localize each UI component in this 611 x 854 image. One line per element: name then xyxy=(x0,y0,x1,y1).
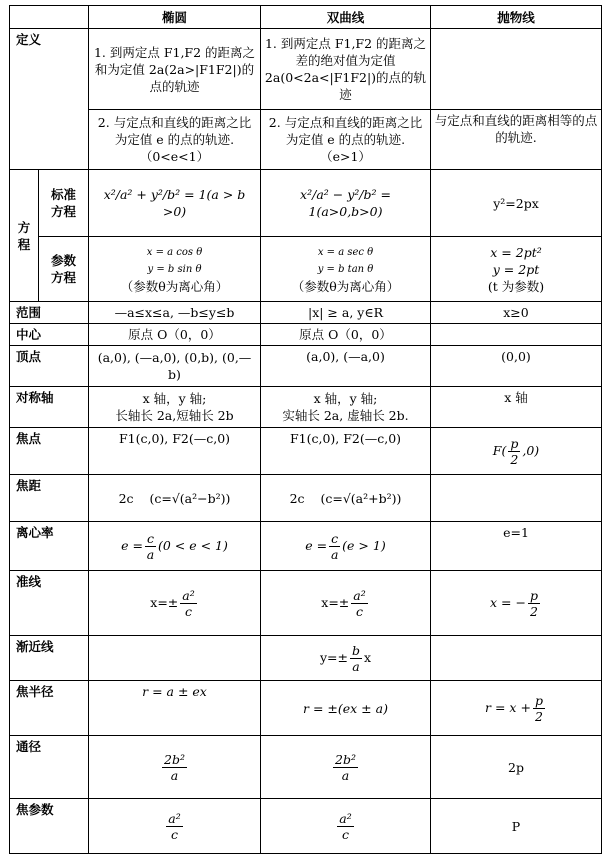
hyperbola-latus-fraction xyxy=(333,752,358,783)
header-hyperbola: 双曲线 xyxy=(261,6,431,29)
hyperbola-e-pre: e = xyxy=(305,537,328,553)
param-label-a: 参数 xyxy=(50,253,76,268)
ellipse-latus-den: a xyxy=(170,767,179,783)
parametric-equation-row xyxy=(10,237,602,302)
parabola-focal-radius xyxy=(431,681,602,736)
range-label: 范围 xyxy=(10,302,89,324)
hyperbola-param-den: c xyxy=(341,826,349,842)
hyperbola-latus-num: 2b² xyxy=(335,751,356,767)
conic-sections-table xyxy=(9,5,602,854)
hyperbola-focal-radius: r = ±(ex ± a) xyxy=(261,681,431,736)
latus-rectum-label: 通径 xyxy=(10,736,89,799)
ellipse-e-num: c xyxy=(146,530,154,546)
ellipse-e-den: a xyxy=(146,546,155,562)
center-label: 中心 xyxy=(10,324,89,346)
parabola-focus-fraction xyxy=(508,436,520,467)
hyperbola-param-note: （参数θ为离心角） xyxy=(291,278,400,294)
asymptote-label: 渐近线 xyxy=(10,636,89,681)
focal-radius-label: 焦半径 xyxy=(10,681,89,736)
ellipse-vertex: (a,0), (—a,0), (0,b), (0,—b) xyxy=(89,346,261,387)
ellipse-range: —a≤x≤a, —b≤y≤b xyxy=(89,302,261,324)
eccentricity-row xyxy=(10,522,602,571)
hyperbola-focal-distance xyxy=(261,475,431,522)
hyperbola-e-num: c xyxy=(331,530,339,546)
standard-label-b: 方程 xyxy=(50,204,76,219)
focal-distance-label: 焦距 xyxy=(10,475,89,522)
hyperbola-definition-2: 2. 与定点和直线的距离之比为定值 e 的点的轨迹.（e>1） xyxy=(261,110,431,170)
vertex-row xyxy=(10,346,602,387)
axis-label: 对称轴 xyxy=(10,387,89,428)
hyperbola-axis-2: 实轴长 2a, 虚轴长 2b. xyxy=(282,408,409,423)
hyperbola-standard-equation: x²/a² − y²/b² = 1(a>0,b>0) xyxy=(261,170,431,237)
ellipse-focal-parameter xyxy=(89,799,261,854)
parabola-focal-distance xyxy=(431,475,602,522)
parabola-param-x: x = 2pt² xyxy=(490,244,542,260)
ellipse-param-x: x = a cos θ xyxy=(146,246,203,258)
focus-label: 焦点 xyxy=(10,428,89,475)
parabola-focus-post: ,0) xyxy=(522,442,540,458)
parabola-axis: x 轴 xyxy=(431,387,602,428)
ellipse-param-den: c xyxy=(170,826,178,842)
hyperbola-directrix-fraction xyxy=(351,588,367,619)
equation-label xyxy=(10,170,39,302)
parabola-focus-den: 2 xyxy=(510,451,519,467)
hyperbola-center: 原点 O（0，0） xyxy=(261,324,431,346)
asymptote-den: a xyxy=(352,658,360,674)
ellipse-asymptote xyxy=(89,636,261,681)
definition-row-1 xyxy=(10,29,602,110)
directrix-row xyxy=(10,571,602,636)
definition-label: 定义 xyxy=(10,29,89,170)
ellipse-param-y: y = b sin θ xyxy=(147,263,202,275)
ellipse-focal-distance-b: (c=√(a²−b²)) xyxy=(149,490,231,506)
ellipse-focal-radius: r = a ± ex xyxy=(89,681,261,736)
parabola-radius-fraction xyxy=(533,693,545,724)
parabola-vertex: (0,0) xyxy=(431,346,602,387)
ellipse-standard-equation: x²/a² + y²/b² = 1(a > b >0) xyxy=(89,170,261,237)
focal-parameter-row xyxy=(10,799,602,854)
parabola-radius-num: p xyxy=(534,692,543,708)
ellipse-e-pre: e = xyxy=(121,537,143,553)
header-parabola: 抛物线 xyxy=(431,6,602,29)
parabola-asymptote xyxy=(431,636,602,681)
standard-equation-label xyxy=(39,170,89,237)
ellipse-latus-num: 2b² xyxy=(164,751,185,767)
standard-label-a: 标准 xyxy=(50,187,76,202)
parabola-radius-den: 2 xyxy=(534,708,543,724)
asymptote-post: x xyxy=(363,649,372,665)
parabola-param-note: (t 为参数) xyxy=(487,278,545,294)
standard-equation-row xyxy=(10,170,602,237)
hyperbola-param-x: x = a sec θ xyxy=(317,246,374,258)
header-ellipse: 椭圆 xyxy=(89,6,261,29)
parabola-focal-parameter: P xyxy=(431,799,602,854)
parabola-range: x≥0 xyxy=(431,302,602,324)
ellipse-e-post: (0 < e < 1) xyxy=(157,537,228,553)
hyperbola-directrix-pre: x=± xyxy=(321,594,350,610)
hyperbola-focal-distance-a: 2c xyxy=(289,490,305,506)
parabola-definition-2: 与定点和直线的距离相等的点的轨迹. xyxy=(431,110,602,170)
ellipse-latus-fraction xyxy=(162,752,187,783)
hyperbola-focal-parameter xyxy=(261,799,431,854)
hyperbola-param-fraction xyxy=(337,811,353,842)
hyperbola-e-fraction xyxy=(329,531,340,562)
ellipse-param-note: （参数θ为离心角） xyxy=(120,278,229,294)
equation-label-b: 程 xyxy=(17,236,31,252)
parabola-directrix-den: 2 xyxy=(530,603,538,619)
hyperbola-e-den: a xyxy=(330,546,339,562)
parabola-focus-pre: F( xyxy=(492,442,507,458)
hyperbola-range: |x| ≥ a, y∈R xyxy=(261,302,431,324)
parabola-radius-pre: r = x + xyxy=(485,699,531,715)
hyperbola-axis-1: x 轴，y 轴; xyxy=(313,391,378,406)
hyperbola-e-post: (e > 1) xyxy=(342,537,386,553)
parabola-parametric-equation xyxy=(431,237,602,302)
ellipse-axis-1: x 轴，y 轴; xyxy=(142,391,207,406)
hyperbola-directrix xyxy=(261,571,431,636)
focus-row xyxy=(10,428,602,475)
asymptote-pre: y=± xyxy=(319,649,348,665)
hyperbola-asymptote xyxy=(261,636,431,681)
ellipse-focal-distance xyxy=(89,475,261,522)
ellipse-definition-1: 1. 到两定点 F1,F2 的距离之和为定值 2a(2a>|F1F2|)的点的轨迹 xyxy=(89,29,261,110)
ellipse-param-fraction xyxy=(166,811,182,842)
directrix-label: 准线 xyxy=(10,571,89,636)
parabola-focus-num: p xyxy=(510,435,519,451)
asymptote-num: b xyxy=(351,642,360,658)
hyperbola-param-y: y = b tan θ xyxy=(317,263,374,275)
latus-rectum-row xyxy=(10,736,602,799)
hyperbola-parametric-equation xyxy=(261,237,431,302)
hyperbola-focus: F1(c,0), F2(—c,0) xyxy=(261,428,431,475)
param-label-b: 方程 xyxy=(50,270,76,285)
asymptote-fraction xyxy=(350,643,362,674)
parabola-param-y: y = 2pt xyxy=(492,261,540,277)
ellipse-focus: F1(c,0), F2(—c,0) xyxy=(89,428,261,475)
hyperbola-directrix-den: c xyxy=(355,603,363,619)
ellipse-axis xyxy=(89,387,261,428)
hyperbola-latus-den: a xyxy=(341,767,350,783)
parabola-eccentricity: e=1 xyxy=(431,522,602,571)
hyperbola-directrix-num: a² xyxy=(353,587,366,603)
vertex-label: 顶点 xyxy=(10,346,89,387)
asymptote-row xyxy=(10,636,602,681)
ellipse-e-fraction xyxy=(145,531,156,562)
ellipse-definition-2: 2. 与定点和直线的距离之比为定值 e 的点的轨迹.（0<e<1） xyxy=(89,110,261,170)
parabola-standard-equation: y²=2px xyxy=(431,170,602,237)
focal-radius-row xyxy=(10,681,602,736)
focal-distance-row xyxy=(10,475,602,522)
ellipse-center: 原点 O（0，0） xyxy=(89,324,261,346)
axis-row xyxy=(10,387,602,428)
parabola-definition-1 xyxy=(431,29,602,110)
ellipse-focal-distance-a: 2c xyxy=(118,490,134,506)
parabola-directrix-pre: x = − xyxy=(490,594,526,610)
parabola-directrix-num: p xyxy=(529,587,538,603)
hyperbola-eccentricity xyxy=(261,522,431,571)
ellipse-directrix xyxy=(89,571,261,636)
header-row xyxy=(10,6,602,29)
ellipse-axis-2: 长轴长 2a,短轴长 2b xyxy=(115,408,234,423)
equation-label-a: 方 xyxy=(17,219,31,235)
parabola-center xyxy=(431,324,602,346)
parabola-directrix xyxy=(431,571,602,636)
parabola-directrix-fraction xyxy=(528,588,540,619)
ellipse-directrix-num: a² xyxy=(182,587,195,603)
ellipse-directrix-pre: x=± xyxy=(150,594,179,610)
ellipse-directrix-den: c xyxy=(184,603,192,619)
eccentricity-label: 离心率 xyxy=(10,522,89,571)
ellipse-param-num: a² xyxy=(168,810,181,826)
header-corner xyxy=(10,6,89,29)
center-row xyxy=(10,324,602,346)
definition-row-2 xyxy=(10,110,602,170)
hyperbola-latus-rectum xyxy=(261,736,431,799)
hyperbola-param-num: a² xyxy=(339,810,352,826)
ellipse-directrix-fraction xyxy=(180,588,196,619)
ellipse-parametric-equation xyxy=(89,237,261,302)
hyperbola-definition-1: 1. 到两定点 F1,F2 的距离之差的绝对值为定值 2a(0<2a<|F1F2|)的点的轨迹 xyxy=(261,29,431,110)
hyperbola-axis xyxy=(261,387,431,428)
parabola-latus-rectum: 2p xyxy=(431,736,602,799)
range-row xyxy=(10,302,602,324)
hyperbola-focal-distance-b: (c=√(a²+b²)) xyxy=(320,490,402,506)
focal-parameter-label: 焦参数 xyxy=(10,799,89,854)
parabola-focus xyxy=(431,428,602,475)
ellipse-eccentricity xyxy=(89,522,261,571)
ellipse-latus-rectum xyxy=(89,736,261,799)
hyperbola-vertex: (a,0), (—a,0) xyxy=(261,346,431,387)
parametric-equation-label xyxy=(39,237,89,302)
